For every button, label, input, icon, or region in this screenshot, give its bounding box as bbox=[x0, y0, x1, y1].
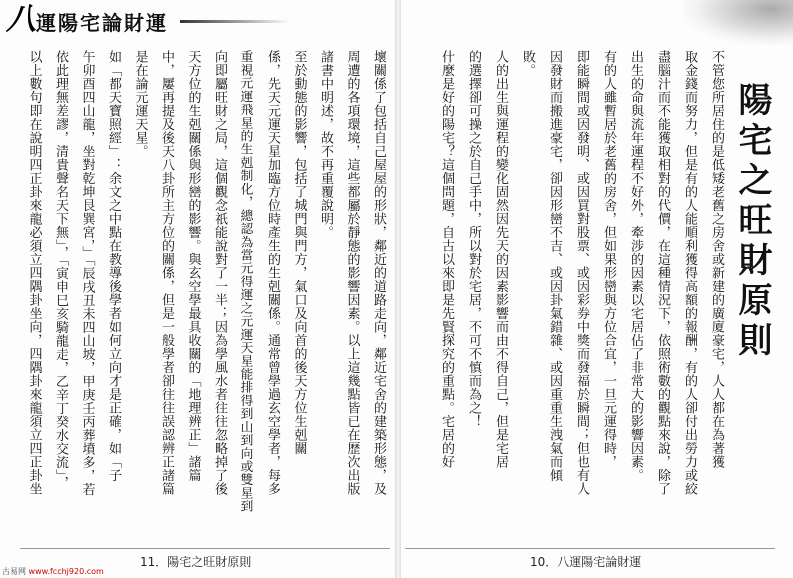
left_page-column: 重視元運飛星的生剋制化，總認為當元得運之元運天星能排得到山到向或雙星到 bbox=[238, 50, 254, 513]
left_page-column: 中，屢再提及後天八卦所主方位的關係，但是一般學者卻往往誤認辨正諸篇 bbox=[159, 50, 174, 496]
left_page-column: 如「都天寶照經」：余文之中點在教導後學者如何立向才是正確，如「子 bbox=[106, 50, 121, 482]
left_page-column: 諸書中明述，故不再重覆說明。 bbox=[318, 50, 333, 239]
right-footer-rule bbox=[405, 548, 775, 549]
left_page-column: 壞關係了包括自己屋屋的形狀，鄰近的道路走向，鄰近宅舍的建築形態，及 bbox=[371, 50, 386, 496]
right_page-column: 出生的命與流年運程不好外，牽涉的因素以宅居佔了非常大的影響因素。 bbox=[628, 50, 643, 482]
right_page-column: 不管您所居住的是低矮老舊之房舍或新建的廣廈豪宅，人人都在為著獲 bbox=[709, 50, 724, 469]
watermark-url: www.fcchj920.com bbox=[28, 567, 104, 576]
left-footer-rule bbox=[20, 548, 390, 549]
book-gutter bbox=[395, 0, 401, 578]
right_page-column: 即能瞬間或因發明、或因買對股票、或因彩券中獎而發福於瞬間；但也有人 bbox=[574, 50, 589, 496]
left_page-column: 周遭的各項環境，這些都屬於靜態的影響因素。以上這幾點皆已在歷次出版 bbox=[344, 50, 360, 496]
left_page-column: 天方位的生剋關係與形巒的影響。與玄空學最具收關的「地理辨正」諸篇 bbox=[185, 50, 201, 482]
right-page-footer: 10．八運陽宅論財運 bbox=[530, 555, 642, 569]
right_page-column: 人的出生與運程的變化固然因先天的因素影響而由不得自己，但是宅居 bbox=[493, 50, 508, 469]
header-logo-glyph: 八 bbox=[6, 2, 36, 37]
right_page-column: 因發財而搬進豪宅，卻因形巒不吉、或因卦氣錯雜、或因重重生洩氣而傾 bbox=[547, 50, 562, 482]
watermark-site-name: 古易网 bbox=[2, 567, 26, 576]
left-page-footer: 11．陽宅之旺財原則 bbox=[140, 555, 252, 569]
right_page-column: 敗。 bbox=[520, 50, 535, 77]
right-page bbox=[402, 50, 784, 530]
left_page-column: 以上數句即在說明四正卦來龍必須立四隅卦坐向，四隅卦來龍須立四正卦坐 bbox=[26, 50, 42, 496]
left_page-column: 依此理無差謬，清貴聲名天下無」，「寅申巳亥騎龍走，乙辛丁癸水交流」， bbox=[53, 50, 68, 490]
right_page-column: 盡腦汁而不能獲取相對的代價，在這種情況下，依照術數的觀點來說，除了 bbox=[655, 50, 670, 496]
right_page-column: 有的人雖暫居於老舊的房舍，但如果形巒與方位合宜，一旦元運得時， bbox=[601, 50, 616, 469]
left_page-column: 是在論元運天星。 bbox=[132, 50, 148, 158]
header-title: 運陽宅論財運 bbox=[36, 11, 168, 35]
ink-corner-decoration bbox=[683, 0, 793, 45]
left_page-column: 至於動態的影響，包括了城門與門方，氣口及向首的後天方位生剋關 bbox=[291, 50, 307, 455]
left-page bbox=[10, 50, 392, 530]
right_page-column: 取金錢而努力，但是有的人能順利獲得高額的報酬，有的人卻付出勞力或絞 bbox=[682, 50, 697, 496]
left_page-column: 係，先天元運天星加臨方位時產生的生剋關係。通常曾學過玄空學者，每多 bbox=[265, 50, 280, 496]
left_page-column: 午卯酉四山龍，坐對乾坤艮巽宮，」「辰戌丑未四山坡，甲庚壬丙葬墳多，若 bbox=[79, 50, 95, 496]
left_page-column: 向即屬旺財之局，這個觀念祇能說對了一半；因為學風水者往往忽略掉了後 bbox=[212, 50, 227, 496]
watermark bbox=[2, 566, 104, 577]
right_page-column: 什麼是好的陽宅？這個問題，自古以來即是先賢探究的重點。宅居的好 bbox=[439, 50, 454, 469]
header-brush-stroke bbox=[180, 20, 290, 23]
right_page-column: 的選擇卻可操之於自己手中，所以對於宅居，不可不慎而為之！ bbox=[466, 50, 481, 428]
page-header bbox=[0, 0, 300, 40]
chapter-title: 陽宅之旺財原則 bbox=[732, 82, 772, 362]
